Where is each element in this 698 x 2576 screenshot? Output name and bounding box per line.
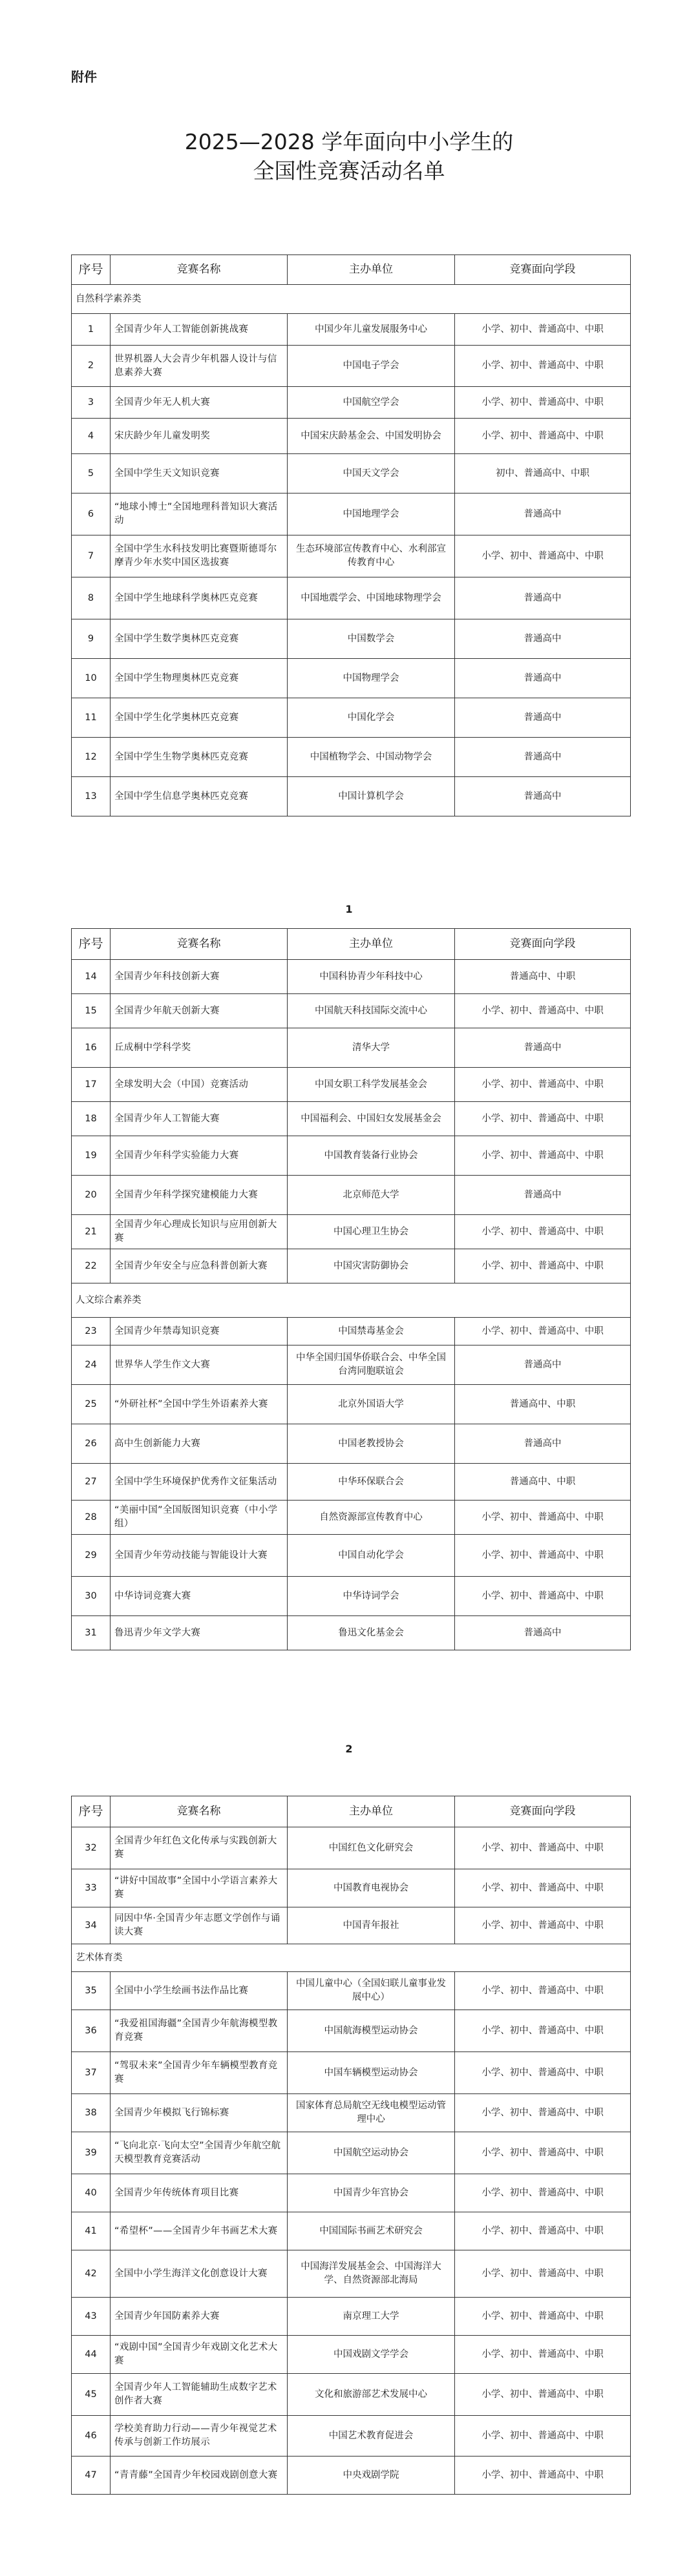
page-number: 2 — [345, 1743, 353, 1755]
table-row — [72, 577, 631, 619]
cell-org: 中国航空运动协会 — [288, 2132, 455, 2174]
table-row — [72, 2132, 631, 2174]
cell-no: 36 — [72, 2010, 111, 2052]
cell-stage: 普通高中、中职 — [455, 960, 631, 994]
table-row — [72, 698, 631, 738]
cell-org: 中国车辆模型运动协会 — [288, 2052, 455, 2094]
cell-stage: 小学、初中、普通高中、中职 — [455, 2374, 631, 2416]
cell-name: 全国青少年模拟飞行锦标赛 — [111, 2094, 288, 2132]
cell-name: “驾驭未来”全国青少年车辆模型教育竞赛 — [111, 2052, 288, 2094]
cell-stage: 普通高中 — [455, 698, 631, 738]
header-no: 序号 — [72, 1796, 111, 1827]
cell-stage: 普通高中 — [455, 1028, 631, 1068]
cell-name: 全国青少年红色文化传承与实践创新大赛 — [111, 1827, 288, 1869]
cell-stage: 小学、初中、普通高中、中职 — [455, 2010, 631, 2052]
cell-no: 12 — [72, 738, 111, 777]
table-row — [72, 1318, 631, 1345]
cell-name: “讲好中国故事”全国中小学语言素养大赛 — [111, 1869, 288, 1907]
cell-no: 3 — [72, 387, 111, 419]
table-row — [72, 454, 631, 493]
cell-no: 17 — [72, 1068, 111, 1102]
cell-name: 全国青少年传统体育项目比赛 — [111, 2174, 288, 2212]
cell-org: 国家体育总局航空无线电模型运动管理中心 — [288, 2094, 455, 2132]
cell-no: 20 — [72, 1176, 111, 1215]
cell-org: 文化和旅游部艺术发展中心 — [288, 2374, 455, 2416]
cell-no: 15 — [72, 994, 111, 1028]
cell-no: 16 — [72, 1028, 111, 1068]
cell-no: 9 — [72, 619, 111, 659]
table-row — [72, 994, 631, 1028]
cell-name: 全国中学生化学奥林匹克竞赛 — [111, 698, 288, 738]
cell-org: 中国电子学会 — [288, 346, 455, 387]
table-header-row — [72, 1796, 631, 1827]
header-stage: 竞赛面向学段 — [455, 1796, 631, 1827]
cell-name: 同因中华·全国青少年志愿文学创作与诵读大赛 — [111, 1907, 288, 1944]
cell-stage: 小学、初中、普通高中、中职 — [455, 1972, 631, 2010]
cell-no: 26 — [72, 1424, 111, 1464]
cell-no: 44 — [72, 2336, 111, 2374]
cell-no: 23 — [72, 1318, 111, 1345]
cell-no: 7 — [72, 535, 111, 577]
cell-stage: 小学、初中、普通高中、中职 — [455, 387, 631, 419]
cell-stage: 小学、初中、普通高中、中职 — [455, 2052, 631, 2094]
cell-stage: 小学、初中、普通高中、中职 — [455, 2298, 631, 2336]
cell-no: 45 — [72, 2374, 111, 2416]
cell-org: 中国戏剧文学学会 — [288, 2336, 455, 2374]
cell-name: 全国中学生水科技发明比赛暨斯德哥尔摩青少年水奖中国区选拔赛 — [111, 535, 288, 577]
cell-name: “戏剧中国”全国青少年戏剧文化艺术大赛 — [111, 2336, 288, 2374]
cell-name: “美丽中国”全国版图知识竞赛（中小学组） — [111, 1501, 288, 1535]
cell-stage: 小学、初中、普通高中、中职 — [455, 1249, 631, 1283]
table-row — [72, 1068, 631, 1102]
table-row — [72, 2457, 631, 2495]
cell-no: 19 — [72, 1136, 111, 1176]
cell-stage: 小学、初中、普通高中、中职 — [455, 419, 631, 454]
cell-org: 中国化学会 — [288, 698, 455, 738]
cell-stage: 小学、初中、普通高中、中职 — [455, 535, 631, 577]
cell-org: 中国心理卫生协会 — [288, 1215, 455, 1249]
table-row — [72, 619, 631, 659]
cell-name: 全国中学生天文知识竞赛 — [111, 454, 288, 493]
table-row — [72, 2010, 631, 2052]
table-row — [72, 1345, 631, 1385]
table-row — [72, 1577, 631, 1616]
cell-stage: 普通高中、中职 — [455, 1464, 631, 1501]
cell-name: 全国青少年科学探究建模能力大赛 — [111, 1176, 288, 1215]
cell-no: 41 — [72, 2212, 111, 2250]
cell-org: 北京师范大学 — [288, 1176, 455, 1215]
cell-name: 全球发明大会（中国）竞赛活动 — [111, 1068, 288, 1102]
cell-name: 丘成桐中学科学奖 — [111, 1028, 288, 1068]
header-no: 序号 — [72, 255, 111, 285]
table-row — [72, 1827, 631, 1869]
cell-stage: 小学、初中、普通高中、中职 — [455, 2336, 631, 2374]
cell-org: 中国航海模型运动协会 — [288, 2010, 455, 2052]
table-row — [72, 1464, 631, 1501]
table-row — [72, 1907, 631, 1944]
cell-stage: 小学、初中、普通高中、中职 — [455, 2250, 631, 2298]
table-row — [72, 2174, 631, 2212]
table-row — [72, 659, 631, 698]
cell-stage: 普通高中 — [455, 777, 631, 816]
table-row — [72, 2052, 631, 2094]
cell-name: 中华诗词竞赛大赛 — [111, 1577, 288, 1616]
table-row — [72, 1869, 631, 1907]
cell-no: 39 — [72, 2132, 111, 2174]
table-row — [72, 1424, 631, 1464]
cell-name: 鲁迅青少年文学大赛 — [111, 1616, 288, 1650]
table-row — [72, 1102, 631, 1136]
cell-no: 42 — [72, 2250, 111, 2298]
cell-name: 全国青少年人工智能大赛 — [111, 1102, 288, 1136]
category-label: 艺术体育类 — [72, 1944, 631, 1972]
cell-stage: 小学、初中、普通高中、中职 — [455, 1136, 631, 1176]
cell-name: 全国青少年科学实验能力大赛 — [111, 1136, 288, 1176]
cell-org: 生态环境部宣传教育中心、水利部宣传教育中心 — [288, 535, 455, 577]
cell-org: 中华诗词学会 — [288, 1577, 455, 1616]
cell-name: 全国中学生物理奥林匹克竞赛 — [111, 659, 288, 698]
cell-org: 中国数学会 — [288, 619, 455, 659]
cell-name: 世界机器人大会青少年机器人设计与信息素养大赛 — [111, 346, 288, 387]
cell-name: 世界华人学生作文大赛 — [111, 1345, 288, 1385]
document-title-line1: 2025—2028 学年面向中小学生的 — [184, 129, 514, 154]
cell-no: 10 — [72, 659, 111, 698]
table-row — [72, 1176, 631, 1215]
cell-name: “我爱祖国海疆”全国青少年航海模型教育竞赛 — [111, 2010, 288, 2052]
cell-org: 中国红色文化研究会 — [288, 1827, 455, 1869]
cell-no: 37 — [72, 2052, 111, 2094]
cell-name: 全国青少年劳动技能与智能设计大赛 — [111, 1535, 288, 1577]
header-name: 竞赛名称 — [111, 929, 288, 960]
competition-table-page-1 — [71, 254, 631, 816]
cell-no: 46 — [72, 2416, 111, 2457]
cell-name: 全国青少年无人机大赛 — [111, 387, 288, 419]
cell-stage: 小学、初中、普通高中、中职 — [455, 1869, 631, 1907]
table-row — [72, 535, 631, 577]
cell-org: 中国物理学会 — [288, 659, 455, 698]
cell-org: 中国儿童中心（全国妇联儿童事业发展中心） — [288, 1972, 455, 2010]
cell-name: 全国中学生信息学奥林匹克竞赛 — [111, 777, 288, 816]
cell-stage: 小学、初中、普通高中、中职 — [455, 1827, 631, 1869]
cell-stage: 普通高中 — [455, 577, 631, 619]
cell-org: 中国教育装备行业协会 — [288, 1136, 455, 1176]
cell-org: 中国灾害防御协会 — [288, 1249, 455, 1283]
cell-org: 中华环保联合会 — [288, 1464, 455, 1501]
document-title-line2: 全国性竞赛活动名单 — [253, 158, 445, 183]
header-stage: 竞赛面向学段 — [455, 255, 631, 285]
cell-stage: 小学、初中、普通高中、中职 — [455, 1318, 631, 1345]
cell-no: 2 — [72, 346, 111, 387]
cell-no: 38 — [72, 2094, 111, 2132]
cell-no: 47 — [72, 2457, 111, 2495]
category-label: 人文综合素养类 — [72, 1283, 631, 1318]
cell-org: 中国自动化学会 — [288, 1535, 455, 1577]
cell-stage: 小学、初中、普通高中、中职 — [455, 1102, 631, 1136]
cell-stage: 初中、普通高中、中职 — [455, 454, 631, 493]
cell-no: 14 — [72, 960, 111, 994]
cell-name: “飞向北京·飞向太空”全国青少年航空航天模型教育竞赛活动 — [111, 2132, 288, 2174]
cell-no: 1 — [72, 314, 111, 346]
cell-no: 32 — [72, 1827, 111, 1869]
cell-no: 24 — [72, 1345, 111, 1385]
cell-name: 全国青少年心理成长知识与应用创新大赛 — [111, 1215, 288, 1249]
cell-org: 中国青年报社 — [288, 1907, 455, 1944]
cell-name: 全国中小学生绘画书法作品比赛 — [111, 1972, 288, 2010]
cell-stage: 小学、初中、普通高中、中职 — [455, 2132, 631, 2174]
cell-no: 8 — [72, 577, 111, 619]
cell-org: 中国航空学会 — [288, 387, 455, 419]
table-row — [72, 1136, 631, 1176]
cell-org: 中国女职工科学发展基金会 — [288, 1068, 455, 1102]
cell-stage: 小学、初中、普通高中、中职 — [455, 314, 631, 346]
cell-stage: 小学、初中、普通高中、中职 — [455, 1535, 631, 1577]
cell-stage: 普通高中、中职 — [455, 1385, 631, 1424]
category-row — [72, 285, 631, 314]
cell-org: 中国科协青少年科技中心 — [288, 960, 455, 994]
cell-stage: 小学、初中、普通高中、中职 — [455, 2094, 631, 2132]
cell-stage: 小学、初中、普通高中、中职 — [455, 2457, 631, 2495]
cell-stage: 普通高中 — [455, 619, 631, 659]
cell-name: 学校美育助力行动——青少年视觉艺术传承与创新工作坊展示 — [111, 2416, 288, 2457]
cell-stage: 普通高中 — [455, 1424, 631, 1464]
cell-name: 宋庆龄少年儿童发明奖 — [111, 419, 288, 454]
table-row — [72, 2416, 631, 2457]
cell-no: 29 — [72, 1535, 111, 1577]
cell-no: 11 — [72, 698, 111, 738]
cell-org: 自然资源部宣传教育中心 — [288, 1501, 455, 1535]
cell-no: 6 — [72, 493, 111, 535]
cell-stage: 小学、初中、普通高中、中职 — [455, 1068, 631, 1102]
cell-org: 中国青少年宫协会 — [288, 2174, 455, 2212]
cell-org: 中国航天科技国际交流中心 — [288, 994, 455, 1028]
table-row — [72, 493, 631, 535]
cell-name: 全国中学生环境保护优秀作文征集活动 — [111, 1464, 288, 1501]
table-row — [72, 1215, 631, 1249]
cell-name: 全国中学生生物学奥林匹克竞赛 — [111, 738, 288, 777]
table-row — [72, 960, 631, 994]
cell-stage: 小学、初中、普通高中、中职 — [455, 2174, 631, 2212]
category-label: 自然科学素养类 — [72, 285, 631, 314]
table-row — [72, 2374, 631, 2416]
table-header-row — [72, 929, 631, 960]
attachment-label: 附件 — [71, 69, 97, 85]
cell-stage: 小学、初中、普通高中、中职 — [455, 2212, 631, 2250]
table-row — [72, 2298, 631, 2336]
cell-name: 全国中学生数学奥林匹克竞赛 — [111, 619, 288, 659]
cell-no: 22 — [72, 1249, 111, 1283]
table-row — [72, 387, 631, 419]
cell-stage: 普通高中 — [455, 1345, 631, 1385]
page-number: 1 — [345, 903, 353, 915]
cell-no: 40 — [72, 2174, 111, 2212]
cell-stage: 普通高中 — [455, 1176, 631, 1215]
cell-name: 全国青少年人工智能创新挑战赛 — [111, 314, 288, 346]
table-row — [72, 1535, 631, 1577]
competition-table-page-3 — [71, 1796, 631, 2495]
cell-org: 中国艺术教育促进会 — [288, 2416, 455, 2457]
header-name: 竞赛名称 — [111, 1796, 288, 1827]
cell-name: 全国中学生地球科学奥林匹克竞赛 — [111, 577, 288, 619]
cell-stage: 小学、初中、普通高中、中职 — [455, 2416, 631, 2457]
cell-name: 全国青少年国防素养大赛 — [111, 2298, 288, 2336]
cell-org: 中国宋庆龄基金会、中国发明协会 — [288, 419, 455, 454]
cell-org: 中国国际书画艺术研究会 — [288, 2212, 455, 2250]
cell-org: 中国少年儿童发展服务中心 — [288, 314, 455, 346]
cell-org: 鲁迅文化基金会 — [288, 1616, 455, 1650]
cell-no: 21 — [72, 1215, 111, 1249]
table-row — [72, 1249, 631, 1283]
cell-no: 43 — [72, 2298, 111, 2336]
table-row — [72, 2094, 631, 2132]
cell-stage: 普通高中 — [455, 659, 631, 698]
cell-org: 中国老教授协会 — [288, 1424, 455, 1464]
competition-table-page-2 — [71, 928, 631, 1650]
cell-name: “希望杯”——全国青少年书画艺术大赛 — [111, 2212, 288, 2250]
cell-org: 中国海洋发展基金会、中国海洋大学、自然资源部北海局 — [288, 2250, 455, 2298]
header-org: 主办单位 — [288, 1796, 455, 1827]
cell-name: 全国青少年人工智能辅助生成数字艺术创作者大赛 — [111, 2374, 288, 2416]
cell-name: “地球小博士”全国地理科普知识大赛活动 — [111, 493, 288, 535]
cell-no: 27 — [72, 1464, 111, 1501]
cell-org: 中国教育电视协会 — [288, 1869, 455, 1907]
cell-no: 30 — [72, 1577, 111, 1616]
category-row — [72, 1283, 631, 1318]
table-row — [72, 777, 631, 816]
cell-org: 中国地震学会、中国地球物理学会 — [288, 577, 455, 619]
cell-name: 全国青少年科技创新大赛 — [111, 960, 288, 994]
table-row — [72, 2212, 631, 2250]
cell-stage: 小学、初中、普通高中、中职 — [455, 1577, 631, 1616]
cell-org: 中国地理学会 — [288, 493, 455, 535]
cell-stage: 普通高中 — [455, 738, 631, 777]
table-row — [72, 314, 631, 346]
header-name: 竞赛名称 — [111, 255, 288, 285]
cell-org: 中国计算机学会 — [288, 777, 455, 816]
cell-org: 清华大学 — [288, 1028, 455, 1068]
cell-org: 中央戏剧学院 — [288, 2457, 455, 2495]
cell-org: 南京理工大学 — [288, 2298, 455, 2336]
cell-stage: 小学、初中、普通高中、中职 — [455, 994, 631, 1028]
cell-stage: 小学、初中、普通高中、中职 — [455, 1215, 631, 1249]
header-org: 主办单位 — [288, 255, 455, 285]
cell-org: 北京外国语大学 — [288, 1385, 455, 1424]
cell-name: 全国中小学生海洋文化创意设计大赛 — [111, 2250, 288, 2298]
table-row — [72, 738, 631, 777]
cell-no: 25 — [72, 1385, 111, 1424]
table-row — [72, 1385, 631, 1424]
table-row — [72, 346, 631, 387]
cell-name: “外研社杯”全国中学生外语素养大赛 — [111, 1385, 288, 1424]
table-row — [72, 1616, 631, 1650]
cell-stage: 小学、初中、普通高中、中职 — [455, 1907, 631, 1944]
cell-org: 中国天文学会 — [288, 454, 455, 493]
table-row — [72, 419, 631, 454]
table-header-row — [72, 255, 631, 285]
cell-no: 31 — [72, 1616, 111, 1650]
cell-stage: 普通高中 — [455, 1616, 631, 1650]
cell-org: 中华全国归国华侨联合会、中华全国台湾同胞联谊会 — [288, 1345, 455, 1385]
cell-name: 全国青少年禁毒知识竞赛 — [111, 1318, 288, 1345]
category-row — [72, 1944, 631, 1972]
cell-no: 5 — [72, 454, 111, 493]
cell-no: 28 — [72, 1501, 111, 1535]
cell-name: 全国青少年安全与应急科普创新大赛 — [111, 1249, 288, 1283]
table-row — [72, 1972, 631, 2010]
header-org: 主办单位 — [288, 929, 455, 960]
cell-stage: 小学、初中、普通高中、中职 — [455, 346, 631, 387]
table-row — [72, 1028, 631, 1068]
cell-org: 中国植物学会、中国动物学会 — [288, 738, 455, 777]
cell-org: 中国禁毒基金会 — [288, 1318, 455, 1345]
cell-org: 中国福利会、中国妇女发展基金会 — [288, 1102, 455, 1136]
cell-stage: 小学、初中、普通高中、中职 — [455, 1501, 631, 1535]
cell-no: 4 — [72, 419, 111, 454]
cell-name: 全国青少年航天创新大赛 — [111, 994, 288, 1028]
table-row — [72, 2336, 631, 2374]
cell-no: 34 — [72, 1907, 111, 1944]
cell-name: “青青藤”全国青少年校园戏剧创意大赛 — [111, 2457, 288, 2495]
table-row — [72, 1501, 631, 1535]
cell-no: 35 — [72, 1972, 111, 2010]
cell-no: 13 — [72, 777, 111, 816]
header-stage: 竞赛面向学段 — [455, 929, 631, 960]
cell-name: 高中生创新能力大赛 — [111, 1424, 288, 1464]
table-row — [72, 2250, 631, 2298]
header-no: 序号 — [72, 929, 111, 960]
cell-stage: 普通高中 — [455, 493, 631, 535]
cell-no: 33 — [72, 1869, 111, 1907]
cell-no: 18 — [72, 1102, 111, 1136]
